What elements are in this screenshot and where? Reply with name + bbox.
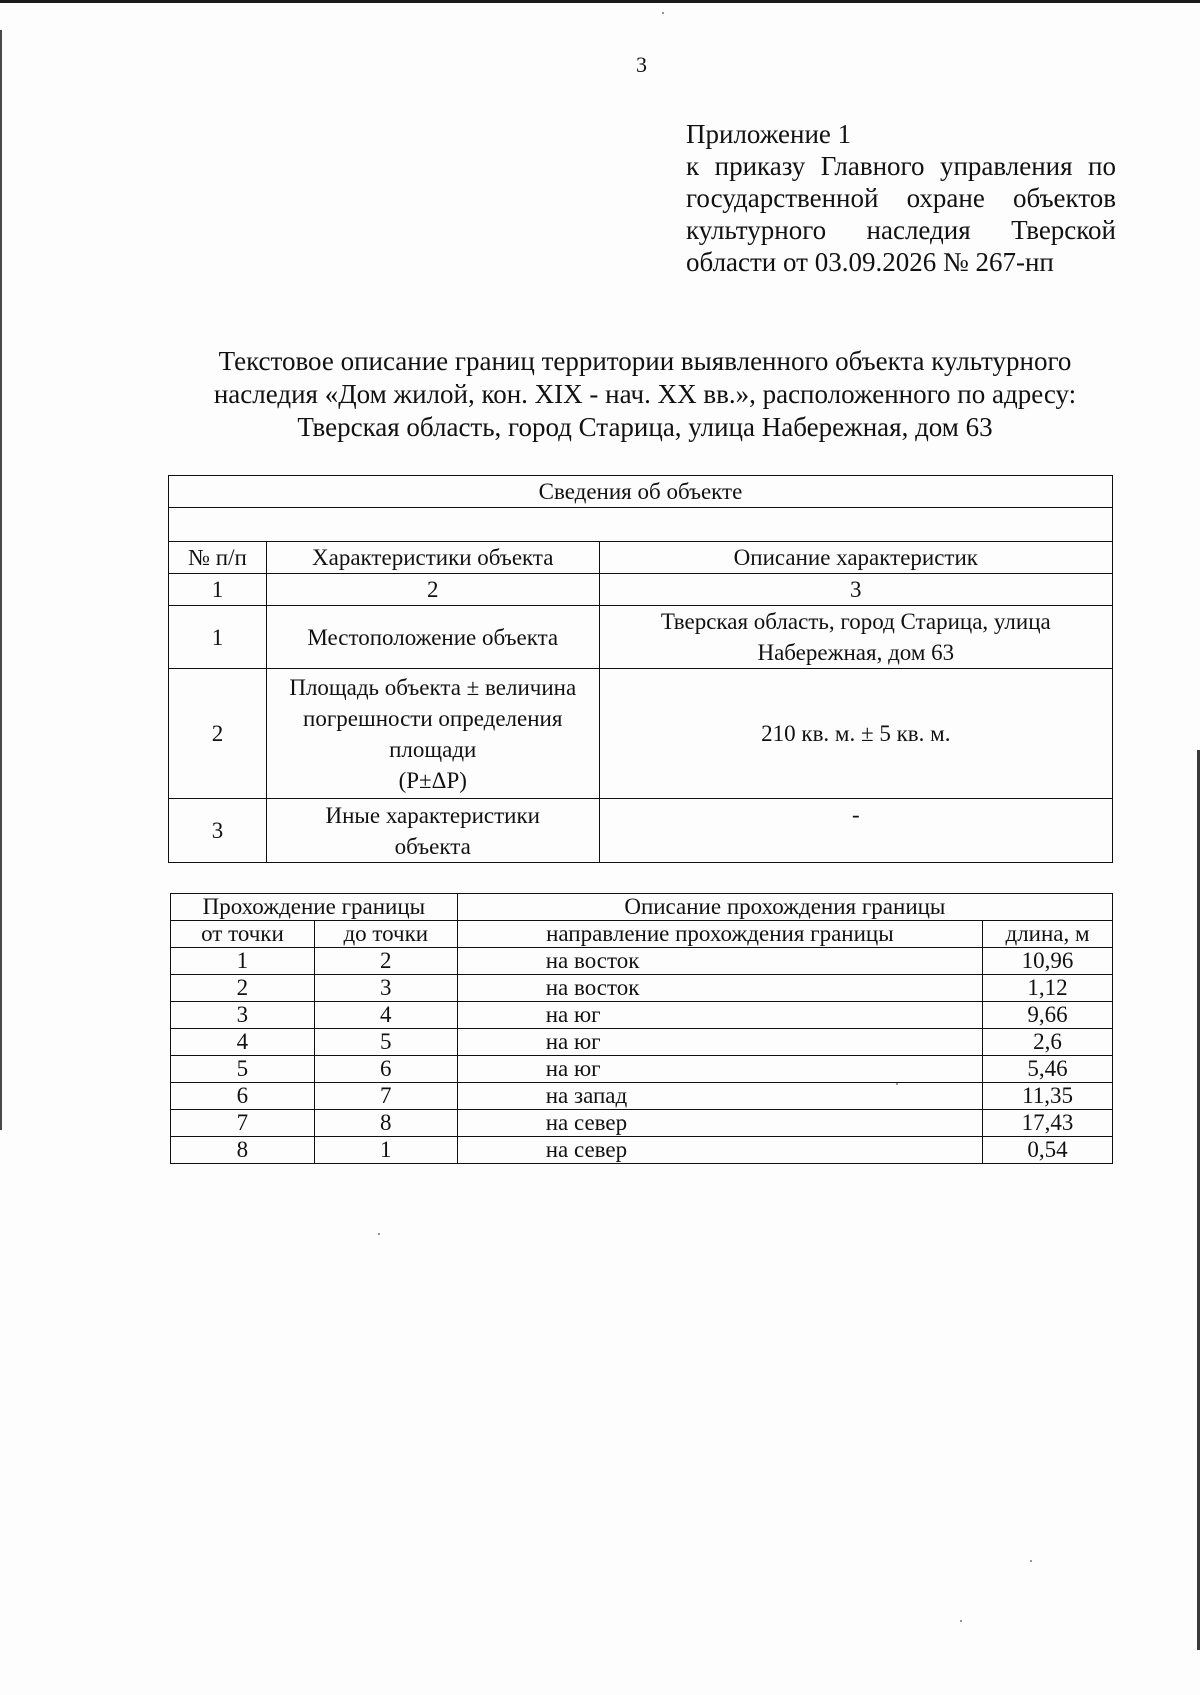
column-header: Характеристики объекта [266, 542, 599, 574]
column-header: № п/п [169, 542, 267, 574]
direction: на юг [457, 1002, 982, 1029]
table-row [171, 1083, 1113, 1110]
from-point: 1 [171, 948, 315, 975]
table-row [171, 975, 1113, 1002]
length: 10,96 [983, 948, 1113, 975]
column-number: 1 [169, 574, 267, 606]
to-point: 1 [314, 1137, 457, 1164]
appendix-line: области от 03.09.2026 № 267-нп [686, 247, 1054, 277]
description-cell: 210 кв. м. ± 5 кв. м. [599, 669, 1112, 799]
column-number: 2 [266, 574, 599, 606]
table-row [171, 1029, 1113, 1056]
from-point: 3 [171, 1002, 315, 1029]
appendix-line: Приложение 1 [686, 119, 852, 149]
appendix-reference [686, 118, 1116, 278]
table-row [171, 948, 1113, 975]
title-line: наследия «Дом жилой, кон. XIX - нач. XX вв.», расположенного по адресу: [213, 379, 1077, 409]
document-title [150, 345, 1140, 444]
title-line: Текстовое описание границ территории выявленного объекта культурного [218, 346, 1072, 376]
description-line: Тверская область, город Старица, улица [660, 609, 1051, 634]
direction: на восток [457, 948, 982, 975]
direction: на восток [457, 975, 982, 1002]
boundary-table [170, 893, 1113, 1164]
sub-header: от точки [171, 921, 315, 948]
row-number: 3 [169, 799, 267, 863]
length: 0,54 [983, 1137, 1113, 1164]
from-point: 7 [171, 1110, 315, 1137]
to-point: 6 [314, 1056, 457, 1083]
characteristic-line: погрешности определения [303, 705, 563, 731]
to-point: 5 [314, 1029, 457, 1056]
length: 11,35 [983, 1083, 1113, 1110]
row-number: 1 [169, 606, 267, 669]
characteristic-line: объекта [394, 833, 471, 859]
table-row [171, 1056, 1113, 1083]
scan-speck [662, 12, 664, 14]
length: 17,43 [983, 1110, 1113, 1137]
characteristic-line: (P±ΔP) [398, 767, 467, 793]
object-table-caption: Сведения об объекте [169, 476, 1113, 508]
column-number: 3 [599, 574, 1112, 606]
characteristic-line: площади [389, 736, 477, 762]
length: 9,66 [983, 1002, 1113, 1029]
direction: на север [457, 1137, 982, 1164]
characteristic-cell [266, 799, 599, 863]
empty-row [169, 508, 1113, 542]
characteristic-cell: Местоположение объекта [266, 606, 599, 669]
to-point: 2 [314, 948, 457, 975]
table-row [171, 1110, 1113, 1137]
table-row [169, 606, 1113, 669]
appendix-line: культурного наследия Тверской [686, 215, 1116, 245]
table-row [169, 669, 1113, 799]
direction: на юг [457, 1029, 982, 1056]
from-point: 8 [171, 1137, 315, 1164]
row-number: 2 [169, 669, 267, 799]
table-row [169, 799, 1113, 863]
table-row [171, 1002, 1113, 1029]
description-line: Набережная, дом 63 [757, 640, 955, 665]
title-line: Тверская область, город Старица, улица Набережная, дом 63 [297, 412, 993, 442]
direction: на запад [457, 1083, 982, 1110]
characteristic-cell [266, 669, 599, 799]
to-point: 3 [314, 975, 457, 1002]
column-header: Описание характеристик [599, 542, 1112, 574]
scan-edge-top [0, 0, 1200, 3]
scan-speck [960, 1620, 962, 1622]
length: 1,12 [983, 975, 1113, 1002]
appendix-line: к приказу Главного управления по [686, 151, 1116, 181]
scan-edge-left [0, 30, 2, 1130]
sub-header: длина, м [983, 921, 1113, 948]
from-point: 4 [171, 1029, 315, 1056]
direction: на север [457, 1110, 982, 1137]
description-cell [599, 606, 1112, 669]
sub-header: направление прохождения границы [457, 921, 982, 948]
page-number: 3 [636, 52, 647, 77]
scan-speck [1030, 1560, 1032, 1562]
sub-header: до точки [314, 921, 457, 948]
table-row [171, 1137, 1113, 1164]
length: 5,46 [983, 1056, 1113, 1083]
to-point: 4 [314, 1002, 457, 1029]
description-cell: - [599, 799, 1112, 863]
to-point: 8 [314, 1110, 457, 1137]
direction: на юг [457, 1056, 982, 1083]
from-point: 6 [171, 1083, 315, 1110]
characteristic-line: Площадь объекта ± величина [289, 674, 577, 700]
boundary-header-left: Прохождение границы [171, 894, 458, 921]
scan-speck [378, 1233, 380, 1235]
characteristic-line: Иные характеристики [325, 802, 540, 828]
from-point: 2 [171, 975, 315, 1002]
length: 2,6 [983, 1029, 1113, 1056]
boundary-header-right: Описание прохождения границы [457, 894, 1112, 921]
appendix-line: государственной охране объектов [686, 183, 1116, 213]
object-info-table [168, 475, 1113, 863]
from-point: 5 [171, 1056, 315, 1083]
to-point: 7 [314, 1083, 457, 1110]
